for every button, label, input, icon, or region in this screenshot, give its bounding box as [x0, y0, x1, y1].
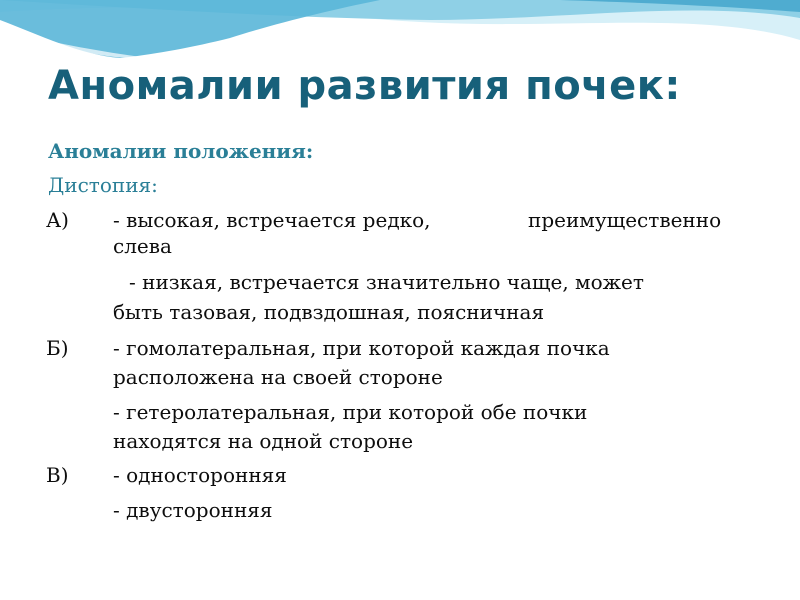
item-b-line-4: находятся на одной стороне [113, 429, 414, 453]
subtitle: Аномалии положения: [48, 139, 314, 163]
item-c-line-1: - односторонняя [113, 463, 287, 487]
item-b-marker: Б) [46, 336, 69, 360]
item-b-line-1: - гомолатеральная, при которой каждая почка [113, 336, 610, 360]
item-a-line-1b: преимущественно [528, 208, 722, 232]
item-a-line-1a: - высокая, встречается редко, [113, 208, 431, 232]
item-a-line-3: - низкая, встречается значительно чаще, может [129, 270, 644, 294]
item-b-line-3: - гетеролатеральная, при которой обе почки [113, 400, 588, 424]
item-b-line-2: расположена на своей стороне [113, 365, 443, 389]
slide-title: Аномалии развития почек: [48, 63, 681, 109]
item-a-line-2: слева [113, 234, 172, 258]
item-a-line-4: быть тазовая, подвздошная, поясничная [113, 300, 545, 324]
item-c-marker: В) [46, 463, 69, 487]
item-a-marker: А) [46, 208, 69, 232]
section-label: Дистопия: [48, 173, 158, 197]
item-c-line-2: - двусторонняя [113, 498, 273, 522]
